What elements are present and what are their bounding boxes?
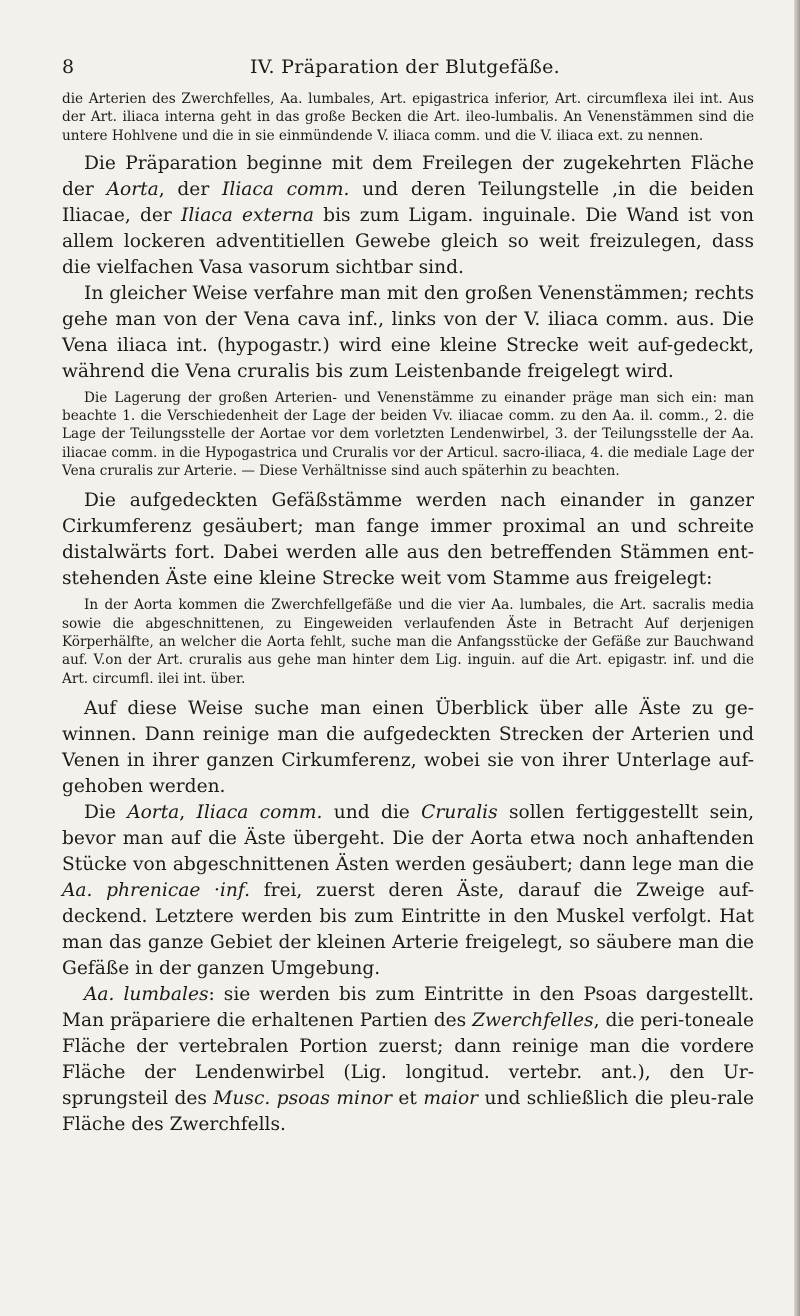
text-run: Auf diese Weise suche man einen Überblick über alle Äste zu ge-winnen. Dann reinige man die aufgedeckten Strecken der Arterien und Venen in ihrer ganzen Cirkumferenz, wobei sie von ihrer Unterlage auf-gehoben werden. <box>62 697 754 797</box>
page-body <box>62 90 754 1138</box>
italic-term: Zwerchfelles <box>472 1009 594 1031</box>
italic-term: Aa. lumbales <box>84 983 209 1005</box>
running-head: IV. Präparation der Blutgefäße. <box>250 56 560 78</box>
italic-term: maior <box>423 1087 479 1109</box>
text-run: und die <box>322 801 422 823</box>
paragraph <box>62 389 754 480</box>
paragraph <box>62 488 754 592</box>
text-run: Die Präparation beginne mit dem Freilegen der zugekehrten Fläche der <box>62 152 754 200</box>
page-edge-shadow <box>794 0 800 1316</box>
italic-term: Iliaca externa <box>180 204 314 226</box>
paragraph <box>62 90 754 145</box>
italic-term: Iliaca comm. <box>196 801 323 823</box>
text-run: : sie werden bis zum Eintritte in den Psoas dargestellt. Man präpariere die erhaltenen Partien des <box>62 983 754 1031</box>
page-header <box>62 56 752 82</box>
text-run: die Arterien des Zwerchfelles, Aa. lumbales, Art. epigastrica inferior, Art. circumflexa ilei int. Aus der Art. iliaca interna geht in das große Becken die Art. ileo-lumbalis. An Venenstämmen sind die untere Hohlvene und die in sie einmündende V. iliaca comm. und die V. iliaca ext. zu nennen. <box>62 91 754 144</box>
italic-term: Aorta <box>106 178 159 200</box>
text-run: und schließlich die pleu-rale Fläche des Zwerchfells. <box>62 1087 755 1135</box>
text-run: In der Aorta kommen die Zwerchfellgefäße und die vier Aa. lumbales, die Art. sacralis media sowie die abgeschnittenen, zu Eingeweiden verlaufenden Äste in Betracht Auf derjenigen Körperhälfte, an welcher die Aorta fehlt, suche man die Anfangsstücke der Gefäße zur Bauchwand auf. V.on der Art. cruralis aus gehe man hinter dem Lig. inguin. auf die Art. epigastr. inf. und die Art. circumfl. ilei int. über. <box>62 597 754 687</box>
paragraph <box>62 696 754 800</box>
paragraph <box>62 800 754 982</box>
text-run: Die Lagerung der großen Arterien- und Venenstämme zu einander präge man sich ein: man beachte 1. die Verschiedenheit der Lage der beiden Vv. iliacae comm. zu den Aa. il. comm., 2. die Lage der Teilungsstelle der Aortae vor dem vorletzten Lendenwirbel, 3. der Teilungsstelle der Aa. iliacae comm. in die Hypogastrica und Cruralis vor der Articul. sacro-iliaca, 4. die mediale Lage der Vena cruralis zur Arterie. — Diese Verhältnisse sind auch späterhin zu beachten. <box>62 389 754 480</box>
text-run: et <box>392 1087 424 1109</box>
text-run: Die <box>84 801 128 823</box>
text-run: sollen fertiggestellt sein, bevor man auf die Äste übergeht. Die der Aorta etwa noch anhaftenden Stücke von abgeschnittenen Ästen werden gesäubert; dann lege man die <box>62 801 754 875</box>
paragraph <box>62 982 754 1138</box>
italic-term: Iliaca comm. <box>222 178 350 200</box>
text-run: , <box>179 801 197 823</box>
text-run: frei, zuerst deren Äste, darauf die Zweige auf-deckend. Letztere werden bis zum Eintritte in den Muskel verfolgt. Hat man das ganze Gebiet der kleinen Arterie freigelegt, so säubere man die Gefäße in der ganzen Umgebung. <box>62 879 754 979</box>
paragraph <box>62 151 754 281</box>
text-run: , der <box>158 178 223 200</box>
italic-term: Musc. psoas minor <box>213 1087 393 1109</box>
italic-term: Aa. phrenicae ·inf. <box>62 879 250 901</box>
text-run: und deren Teilungstelle ‚in die beiden Iliacae, der <box>62 178 754 226</box>
page-number: 8 <box>62 56 75 78</box>
text-run: , die peri-toneale Fläche der vertebralen Portion zuerst; dann reinige man die vordere Fläche der Lendenwirbel (Lig. longitud. vertebr. ant.), den Ur-sprungsteil des <box>62 1009 754 1109</box>
paragraph <box>62 596 754 687</box>
italic-term: Aorta <box>127 801 180 823</box>
text-run: bis zum Ligam. inguinale. Die Wand ist von allem lockeren adventitiellen Gewebe gleich so weit freizulegen, dass die vielfachen Vasa vasorum sichtbar sind. <box>62 204 754 278</box>
paragraph <box>62 281 754 385</box>
text-run: Die aufgedeckten Gefäßstämme werden nach einander in ganzer Cirkumferenz gesäubert; man fange immer proximal an und schreite distalwärts fort. Dabei werden alle aus den betreffenden Stämmen ent-stehenden Äste eine kleine Strecke weit vom Stamme aus freigelegt: <box>62 490 754 590</box>
italic-term: Cruralis <box>421 801 498 823</box>
text-run: In gleicher Weise verfahre man mit den großen Venenstämmen; rechts gehe man von der Vena cava inf., links von der V. iliaca comm. aus. Die Vena iliaca int. (hypogastr.) wird eine kleine Strecke weit auf-gedeckt, während die Vena cruralis bis zum Leistenbande freigelegt wird. <box>62 282 754 382</box>
